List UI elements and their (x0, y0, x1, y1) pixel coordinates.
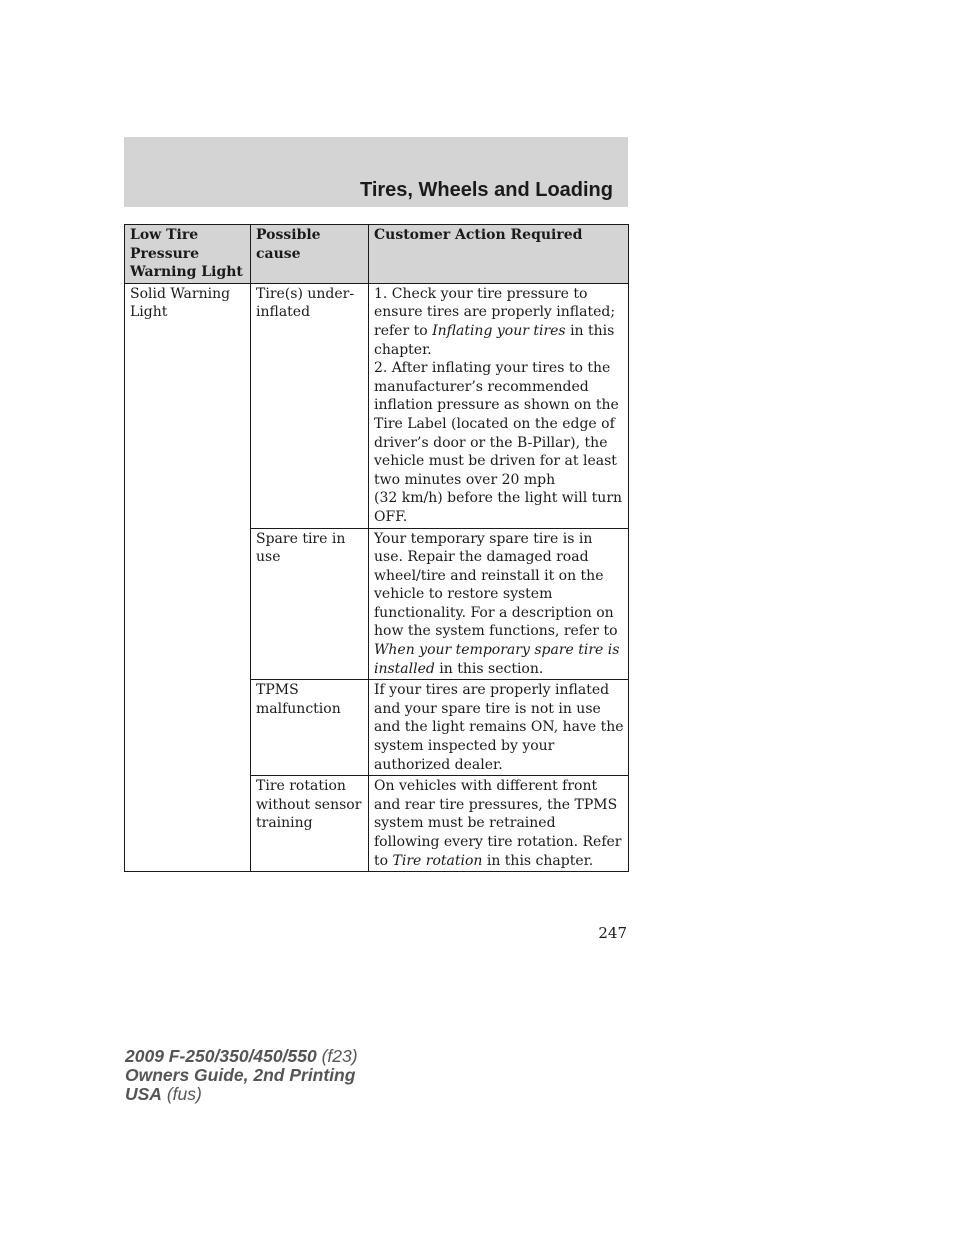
action-text: (32 km/h) before the light will turn OFF. (374, 490, 623, 525)
action-text: in this chapter. (374, 322, 615, 358)
footer-line-2 (125, 1066, 358, 1085)
action-text: Your temporary spare tire is in use. Repair the damaged road wheel/tire and reinstall it on the vehicle to restore system functionality. For a description on how the system functions, refer to (374, 530, 618, 640)
customer-action-cell (369, 528, 629, 680)
action-text: On vehicles with different front and rear tire pressures, the TPMS system must be retrained following every tire rotation. Refer to (374, 778, 622, 869)
page-number: 247 (598, 924, 627, 942)
tpms-warning-table (124, 224, 629, 872)
action-text: 2. After inflating your tires to the manufacturer’s recommended inflation pressure as shown on the Tire Label (located on the edge of driver’s door or the B-Pillar), the vehicle must be driven for at least two minutes over 20 mph (374, 360, 619, 488)
possible-cause-cell: Tire(s) under-inflated (251, 283, 369, 528)
footer-model-code: (f23) (321, 1046, 358, 1066)
column-header-cause: Possible cause (251, 225, 369, 284)
customer-action-cell (369, 776, 629, 872)
table-row (125, 283, 629, 528)
column-header-light: Low Tire Pressure Warning Light (125, 225, 251, 284)
footer-line-3 (125, 1085, 358, 1104)
possible-cause-cell: Spare tire in use (251, 528, 369, 680)
column-header-action: Customer Action Required (369, 225, 629, 284)
action-text: in this chapter. (482, 852, 594, 869)
footer-line-1 (125, 1047, 358, 1066)
customer-action-cell (369, 283, 629, 528)
cross-reference-text: Inflating your tires (432, 322, 566, 339)
action-text: in this section. (434, 660, 544, 677)
action-text: If your tires are properly inflated and your spare tire is not in use and the light remains ON, have the system inspected by your authorized dealer. (374, 682, 624, 773)
table-header-row (125, 225, 629, 284)
warning-light-cell: Solid Warning Light (125, 283, 251, 871)
footer-guide: Owners Guide, 2nd Printing (125, 1065, 356, 1085)
section-title: Tires, Wheels and Loading (359, 179, 613, 201)
cross-reference-text: When your temporary spare tire is installed (374, 642, 620, 677)
possible-cause-cell: Tire rotation without sensor training (251, 776, 369, 872)
footer-model: 2009 F-250/350/450/550 (125, 1046, 317, 1066)
footer-market: USA (125, 1084, 162, 1104)
footer-market-code: (fus) (166, 1084, 202, 1104)
customer-action-cell (369, 680, 629, 776)
table-body (125, 283, 629, 871)
possible-cause-cell: TPMS malfunction (251, 680, 369, 776)
cross-reference-text: Tire rotation (392, 852, 483, 869)
section-header-band (124, 137, 628, 207)
document-footer (125, 1047, 358, 1104)
action-text: 1. Check your tire pressure to ensure tires are properly inflated; refer to (374, 285, 616, 339)
